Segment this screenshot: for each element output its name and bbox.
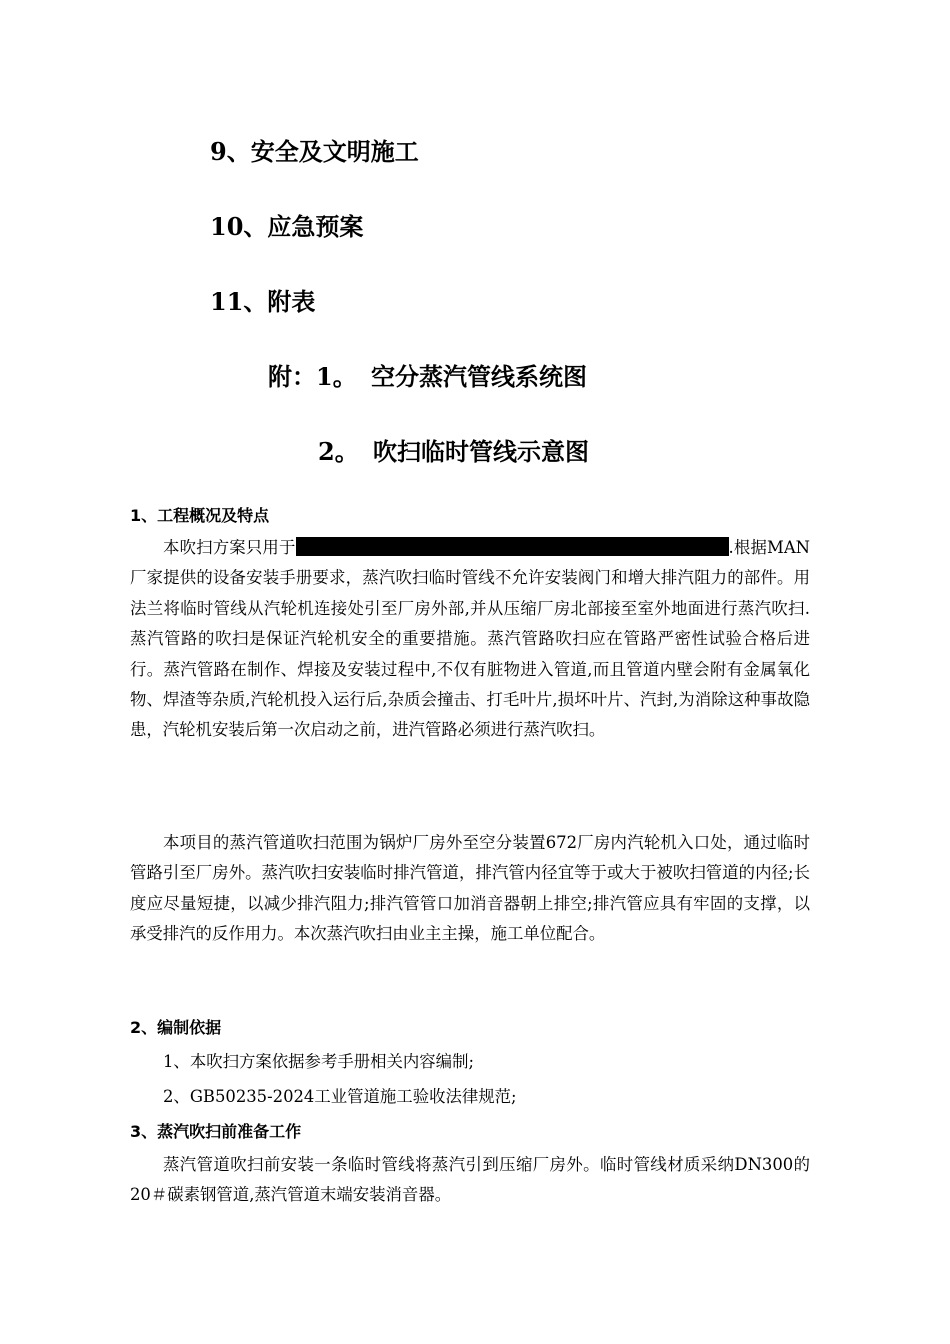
- toc-item-safety: 9、安全及文明施工: [210, 137, 419, 166]
- basis-list-item: 2、GB50235-2024工业管道施工验收法律规范;: [163, 1087, 517, 1106]
- section-1-paragraph-2: 本项目的蒸汽管道吹扫范围为锅炉厂房外至空分装置672厂房内汽轮机入口处，通过临时管路引至厂房外。蒸汽吹扫安装临时排汽管道，排汽管内径宜等于或大于被吹扫管道的内径;长度应尽量短捷，以减少排汽阻力;排汽管管口加消音器朝上排空;排汽管应具有牢固的支撑，以承受排汽的反作用力。本次蒸汽吹扫由业主主操，施工单位配合。: [130, 833, 810, 944]
- toc-item-appendix: 11、附表: [210, 287, 316, 316]
- section-2-heading: 2、编制依据: [130, 1018, 222, 1037]
- redaction-bar: [296, 537, 729, 556]
- section-1-paragraph-1-rest: .根据MAN厂家提供的设备安装手册要求，蒸汽吹扫临时管线不允许安装阀门和增大排汽阻力的部件。用法兰将临时管线从汽轮机连接处引至厂房外部,并从压缩厂房北部接至室外地面进行蒸汽吹扫.蒸汽管路的吹扫是保证汽轮机安全的重要措施。蒸汽管路吹扫应在管路严密性试验合格后进行。蒸汽管路在制作、焊接及安装过程中,不仅有脏物进入管道,而且管道内壁会附有金属氧化物、焊渣等杂质,汽轮机投入运行后,杂质会撞击、打毛叶片,损坏叶片、汽封,为消除这种事故隐患，汽轮机安装后第一次启动之前，进汽管路必须进行蒸汽吹扫。: [130, 538, 811, 740]
- section-3-paragraph-1: 蒸汽管道吹扫前安装一条临时管线将蒸汽引到压缩厂房外。临时管线材质采纳DN300的20＃碳素钢管道,蒸汽管道末端安装消音器。: [130, 1155, 810, 1205]
- section-1-paragraph-1-start: 本吹扫方案只用于: [163, 538, 296, 557]
- basis-list-item: 1、本吹扫方案依据参考手册相关内容编制;: [163, 1052, 474, 1071]
- toc-attachment-2: 2。 吹扫临时管线示意图: [318, 437, 590, 466]
- section-1-paragraph-1: [130, 533, 810, 746]
- section-3-heading: 3、蒸汽吹扫前准备工作: [130, 1122, 302, 1141]
- toc-item-emergency-plan: 10、应急预案: [210, 212, 364, 241]
- section-1-heading: 1、工程概况及特点: [130, 506, 270, 525]
- toc-attachment-1: 附：1。 空分蒸汽管线系统图: [268, 362, 588, 391]
